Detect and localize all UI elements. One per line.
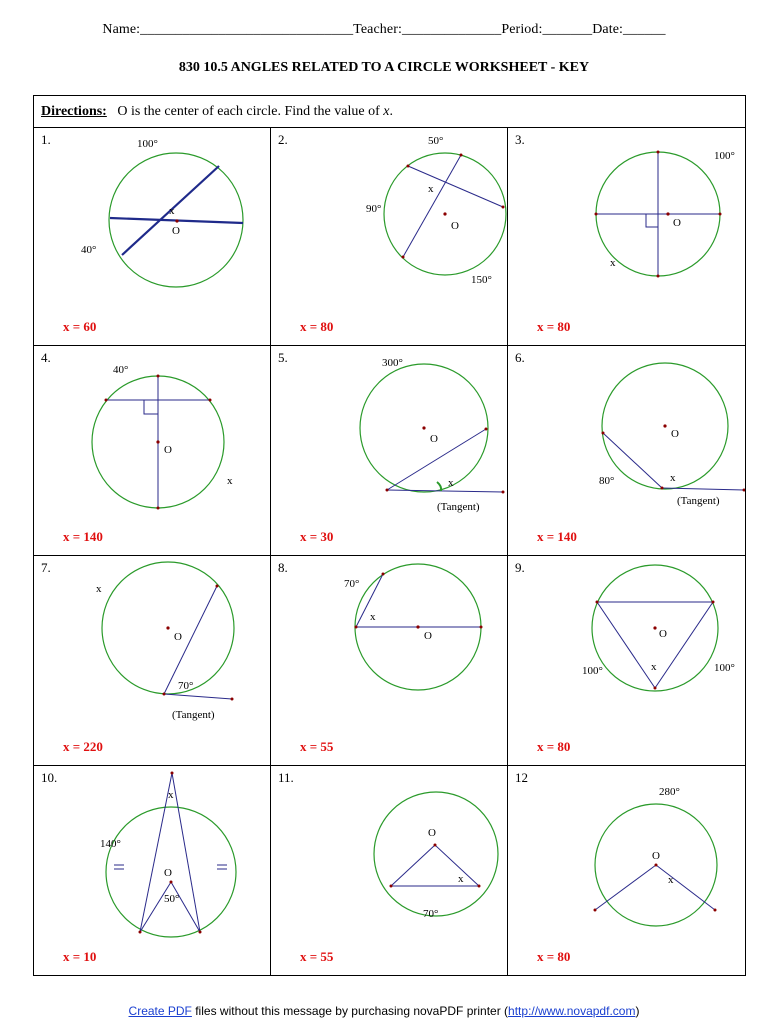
label-center: O <box>430 433 438 445</box>
label-arc-1a: 100° <box>137 138 158 150</box>
answer: x = 55 <box>300 739 334 754</box>
label-center: O <box>671 428 679 440</box>
problem-cell-4 <box>34 346 271 556</box>
problem-number: 11. <box>278 770 294 785</box>
label-arc-7a: 70° <box>178 680 194 692</box>
problem-cell-5 <box>271 346 508 556</box>
label-x: x <box>668 874 674 886</box>
problem-number: 1. <box>41 132 51 147</box>
problem-number: 8. <box>278 560 288 575</box>
problem-number: 4. <box>41 350 51 365</box>
label-tangent: (Tangent) <box>172 709 215 721</box>
label-x: x <box>670 472 676 484</box>
label-arc-11a: 70° <box>423 908 439 920</box>
footer-notice <box>0 1004 768 1018</box>
label-tangent: (Tangent) <box>437 501 480 513</box>
problem-cell-1 <box>34 128 271 346</box>
label-tangent: (Tangent) <box>677 495 720 507</box>
label-arc-1b: 40° <box>81 244 97 256</box>
label-arc-9b: 100° <box>714 662 735 674</box>
label-arc-3a: 100° <box>714 150 735 162</box>
create-pdf-link[interactable]: Create PDF <box>128 1004 192 1018</box>
label-arc-2b: 90° <box>366 203 382 215</box>
problem-cell-11 <box>271 766 508 975</box>
problem-cell-6 <box>508 346 745 556</box>
label-x: x <box>448 477 454 489</box>
label-x: x <box>227 475 233 487</box>
problem-number: 3. <box>515 132 525 147</box>
footer-end: ) <box>635 1004 640 1018</box>
problem-number: 2. <box>278 132 288 147</box>
problem-cell-3 <box>508 128 745 346</box>
answer: x = 140 <box>537 529 577 544</box>
problem-cell-12 <box>508 766 745 975</box>
problem-number: 10. <box>41 770 58 785</box>
directions-text: O is the center of each circle. Find the value of <box>117 104 384 119</box>
answer: x = 60 <box>63 319 97 334</box>
problem-cell-9 <box>508 556 745 766</box>
label-arc-5a: 300° <box>382 357 403 369</box>
label-angle-10b: 50° <box>164 893 180 905</box>
answer: x = 55 <box>300 949 334 964</box>
label-center: O <box>164 444 172 456</box>
label-center: O <box>659 628 667 640</box>
label-center: O <box>172 225 180 237</box>
problem-cell-7 <box>34 556 271 766</box>
problem-cell-8 <box>271 556 508 766</box>
label-x: x <box>610 257 616 269</box>
label-arc-9a: 100° <box>582 665 603 677</box>
problem-number: 5. <box>278 350 288 365</box>
answer: x = 80 <box>537 319 571 334</box>
label-x: x <box>370 611 376 623</box>
answer: x = 220 <box>63 739 103 754</box>
directions-label: Directions: <box>41 104 107 119</box>
problem-number: 7. <box>41 560 51 575</box>
novapdf-link[interactable]: http://www.novapdf.com <box>508 1004 636 1018</box>
label-x: x <box>651 661 657 673</box>
worksheet-title: 830 10.5 ANGLES RELATED TO A CIRCLE WORKSHEET - KEY <box>178 60 590 75</box>
label-center: O <box>673 217 681 229</box>
label-center: O <box>652 850 660 862</box>
answer: x = 140 <box>63 529 103 544</box>
label-center: O <box>451 220 459 232</box>
problem-grid <box>34 128 745 975</box>
label-arc-2c: 150° <box>471 274 492 286</box>
label-x: x <box>458 873 464 885</box>
label-arc-12a: 280° <box>659 786 680 798</box>
label-center: O <box>164 867 172 879</box>
worksheet-table <box>33 95 746 976</box>
label-arc-2a: 50° <box>428 135 444 147</box>
label-center: O <box>428 827 436 839</box>
label-arc-6a: 80° <box>599 475 615 487</box>
label-x: x <box>168 789 174 801</box>
problem-number: 9. <box>515 560 525 575</box>
problem-cell-2 <box>271 128 508 346</box>
label-arc-10a: 140° <box>100 838 121 850</box>
answer: x = 80 <box>300 319 334 334</box>
label-center: O <box>174 631 182 643</box>
problem-number: 12 <box>515 770 528 785</box>
label-x: x <box>96 583 102 595</box>
label-arc-4a: 40° <box>113 364 129 376</box>
answer: x = 30 <box>300 529 334 544</box>
label-x: x <box>169 205 175 217</box>
directions-end: . <box>389 104 393 119</box>
answer: x = 80 <box>537 949 571 964</box>
label-center: O <box>424 630 432 642</box>
directions-variable: x <box>383 104 390 119</box>
problem-number: 6. <box>515 350 525 365</box>
label-arc-8a: 70° <box>344 578 360 590</box>
problem-cell-10 <box>34 766 271 975</box>
label-x: x <box>428 183 434 195</box>
header-fields-line: Name:______________________________Teacher:______________Period:_______Date:______ <box>102 22 666 37</box>
footer-text: files without this message by purchasing novaPDF printer ( <box>191 1004 509 1018</box>
answer: x = 10 <box>63 949 97 964</box>
answer: x = 80 <box>537 739 571 754</box>
directions-row <box>34 96 745 128</box>
